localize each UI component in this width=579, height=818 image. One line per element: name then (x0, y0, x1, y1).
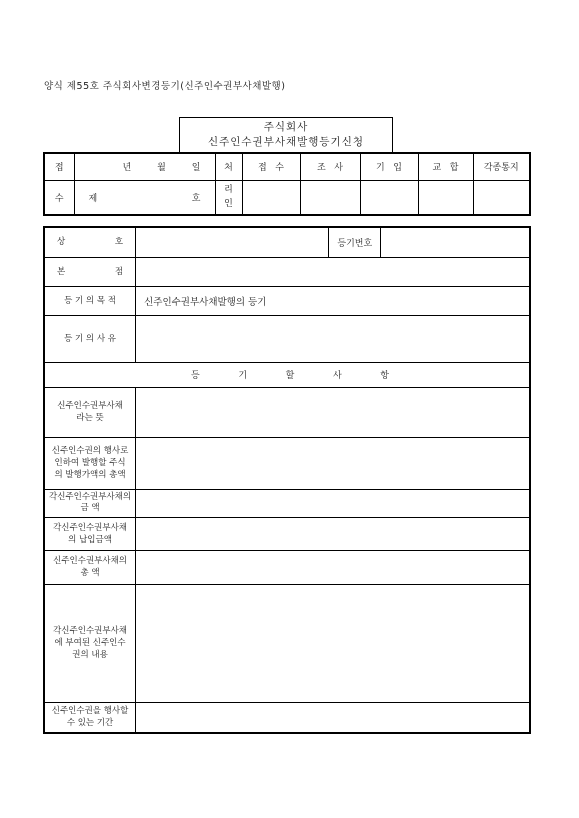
receipt-date-field[interactable] (74, 153, 215, 180)
item-field-6[interactable] (136, 584, 530, 702)
reg-no-label: 등기번호 (329, 227, 381, 257)
col-gyohap: 교 합 (418, 153, 473, 180)
item-label-6: 각신주인수권부사채 에 부여된 신주인수 권의 내용 (44, 584, 136, 702)
purpose-value[interactable]: 신주인수권부사채발행의 등기 (136, 286, 530, 315)
reg-no-field[interactable] (381, 227, 530, 257)
item-label-5: 신주인수권부사채의 총 액 (44, 550, 136, 584)
col-josa: 조 사 (300, 153, 360, 180)
title-line1: 주식회사 (263, 121, 309, 133)
receipt-ri: 리 (224, 185, 233, 196)
purpose-label: 등 기 의 목 적 (44, 286, 136, 315)
receipt-ho: 호 (191, 193, 201, 204)
receipt-jeop: 접 (44, 153, 74, 180)
receipt-ri-in (215, 180, 242, 215)
tongji-cell[interactable] (473, 180, 530, 215)
receipt-je: 제 (88, 193, 98, 204)
item-field-3[interactable] (136, 489, 530, 517)
receipt-cheo: 처 (215, 153, 242, 180)
reason-field[interactable] (136, 315, 530, 362)
receipt-su: 수 (44, 180, 74, 215)
col-jeopsu: 접 수 (242, 153, 300, 180)
form-title (179, 117, 393, 152)
item-field-5[interactable] (136, 550, 530, 584)
jeopsu-cell[interactable] (242, 180, 300, 215)
josa-cell[interactable] (300, 180, 360, 215)
col-tongji: 각종통지 (473, 153, 530, 180)
item-label-3: 각신주인수권부사채의 금 액 (44, 489, 136, 517)
giip-cell[interactable] (360, 180, 418, 215)
receipt-day: 일 (191, 163, 201, 174)
receipt-month: 월 (157, 163, 166, 174)
title-line2: 신주인수권부사채발행등기신청 (207, 136, 364, 148)
item-label-1: 신주인수권부사채 라는 뜻 (44, 387, 136, 437)
item-label-2: 신주인수권의 행사로 인하여 발행할 주식 의 발행가액의 총액 (44, 437, 136, 489)
item-field-2[interactable] (136, 437, 530, 489)
item-field-1[interactable] (136, 387, 530, 437)
sangho-field[interactable] (136, 227, 329, 257)
gyohap-cell[interactable] (418, 180, 473, 215)
col-giip: 기 입 (360, 153, 418, 180)
items-header: 등 기 할 사 항 (44, 362, 530, 387)
bonjeom-field[interactable] (136, 257, 530, 286)
item-field-4[interactable] (136, 517, 530, 550)
registration-table (43, 226, 531, 734)
reason-label: 등 기 의 사 유 (44, 315, 136, 362)
item-label-7: 신주인수권을 행사할 수 있는 기간 (44, 702, 136, 733)
item-label-4: 각신주인수권부사채 의 납입금액 (44, 517, 136, 550)
receipt-table (43, 152, 531, 216)
receipt-in: 인 (224, 199, 233, 210)
receipt-number-field[interactable] (74, 180, 215, 215)
sangho-label: 상 호 (44, 227, 136, 257)
item-field-7[interactable] (136, 702, 530, 733)
receipt-year: 년 (122, 163, 132, 174)
form-number-label: 양식 제55호 주식회사변경등기(신주인수권부사채발행) (44, 81, 286, 92)
bonjeom-label: 본 점 (44, 257, 136, 286)
